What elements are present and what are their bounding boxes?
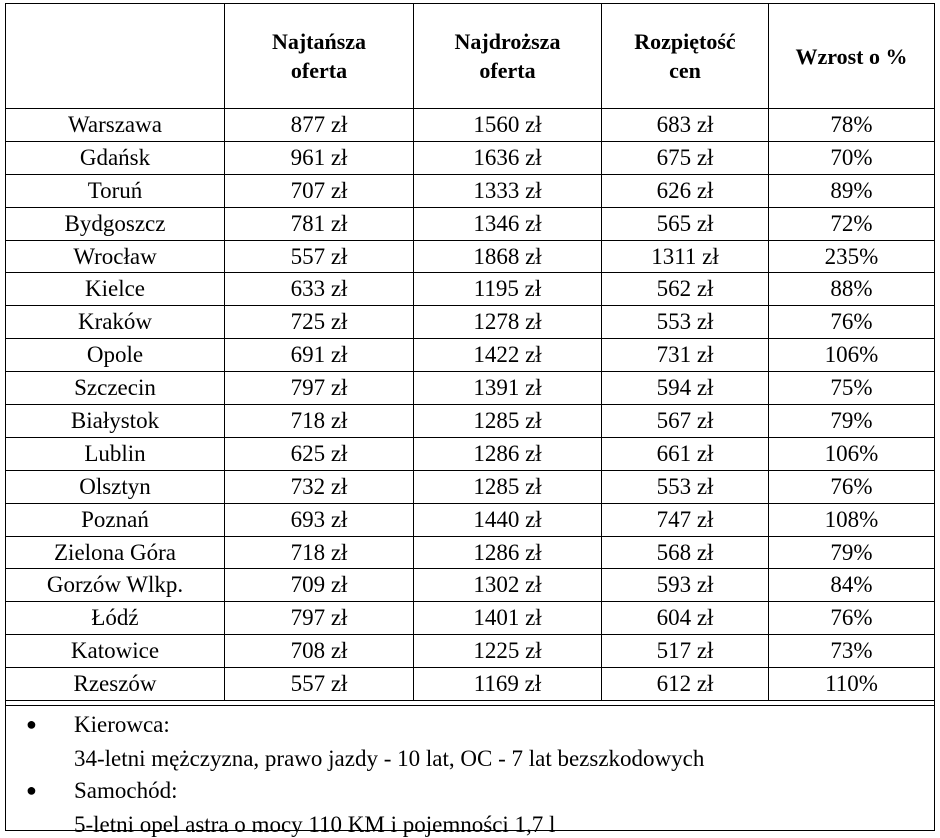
value-cell: 553 zł	[602, 470, 769, 503]
value-cell: 1560 zł	[414, 109, 602, 142]
header-cell: Wzrost o %	[769, 4, 935, 109]
value-cell: 88%	[769, 273, 935, 306]
value-cell: 725 zł	[225, 306, 414, 339]
value-cell: 718 zł	[225, 536, 414, 569]
table-body	[6, 109, 935, 701]
value-cell: 567 zł	[602, 405, 769, 438]
value-cell: 1440 zł	[414, 503, 602, 536]
value-cell: 89%	[769, 174, 935, 207]
city-cell: Katowice	[6, 635, 225, 668]
value-cell: 604 zł	[602, 602, 769, 635]
value-cell: 108%	[769, 503, 935, 536]
table-row	[6, 240, 935, 273]
header-cell: Rozpiętość cen	[602, 4, 769, 109]
value-cell: 1286 zł	[414, 437, 602, 470]
city-cell: Kraków	[6, 306, 225, 339]
city-cell: Zielona Góra	[6, 536, 225, 569]
value-cell: 1636 zł	[414, 141, 602, 174]
bullet-icon: ●	[26, 714, 37, 734]
city-cell: Poznań	[6, 503, 225, 536]
value-cell: 1278 zł	[414, 306, 602, 339]
value-cell: 70%	[769, 141, 935, 174]
city-cell: Szczecin	[6, 372, 225, 405]
value-cell: 1391 zł	[414, 372, 602, 405]
value-cell: 612 zł	[602, 668, 769, 701]
value-cell: 781 zł	[225, 207, 414, 240]
value-cell: 78%	[769, 109, 935, 142]
header-cell: Najtańsza oferta	[225, 4, 414, 109]
city-cell: Lublin	[6, 437, 225, 470]
value-cell: 106%	[769, 437, 935, 470]
value-cell: 1868 zł	[414, 240, 602, 273]
value-cell: 1422 zł	[414, 339, 602, 372]
value-cell: 625 zł	[225, 437, 414, 470]
table-header	[6, 4, 935, 109]
note-item	[26, 778, 178, 804]
city-cell: Gorzów Wlkp.	[6, 569, 225, 602]
value-cell: 732 zł	[225, 470, 414, 503]
city-cell: Wrocław	[6, 240, 225, 273]
note-title: Kierowca:	[74, 712, 170, 737]
city-cell: Toruń	[6, 174, 225, 207]
table-row	[6, 470, 935, 503]
value-cell: 593 zł	[602, 569, 769, 602]
value-cell: 797 zł	[225, 372, 414, 405]
table-row	[6, 109, 935, 142]
value-cell: 568 zł	[602, 536, 769, 569]
table-row	[6, 174, 935, 207]
value-cell: 79%	[769, 405, 935, 438]
table-row	[6, 207, 935, 240]
value-cell: 731 zł	[602, 339, 769, 372]
city-cell: Opole	[6, 339, 225, 372]
value-cell: 75%	[769, 372, 935, 405]
table-row	[6, 372, 935, 405]
value-cell: 76%	[769, 470, 935, 503]
value-cell: 691 zł	[225, 339, 414, 372]
value-cell: 1225 zł	[414, 635, 602, 668]
value-cell: 1286 zł	[414, 536, 602, 569]
header-cell: Najdroższa oferta	[414, 4, 602, 109]
value-cell: 76%	[769, 602, 935, 635]
value-cell: 553 zł	[602, 306, 769, 339]
table-row	[6, 273, 935, 306]
header-row	[6, 4, 935, 109]
table-row	[6, 668, 935, 701]
value-cell: 707 zł	[225, 174, 414, 207]
header-city-cell	[6, 4, 225, 109]
value-cell: 235%	[769, 240, 935, 273]
city-cell: Gdańsk	[6, 141, 225, 174]
price-table	[5, 3, 935, 701]
value-cell: 1169 zł	[414, 668, 602, 701]
value-cell: 557 zł	[225, 668, 414, 701]
value-cell: 1285 zł	[414, 405, 602, 438]
city-cell: Rzeszów	[6, 668, 225, 701]
city-cell: Bydgoszcz	[6, 207, 225, 240]
value-cell: 1195 zł	[414, 273, 602, 306]
city-cell: Olsztyn	[6, 470, 225, 503]
note-item	[26, 712, 170, 738]
value-cell: 1401 zł	[414, 602, 602, 635]
city-cell: Białystok	[6, 405, 225, 438]
table-row	[6, 306, 935, 339]
value-cell: 877 zł	[225, 109, 414, 142]
note-title: Samochód:	[74, 778, 178, 803]
bullet-icon: ●	[26, 780, 37, 800]
table-row	[6, 536, 935, 569]
value-cell: 562 zł	[602, 273, 769, 306]
note-detail: 34-letni mężczyzna, prawo jazdy - 10 lat, OC - 7 lat bezszkodowych	[74, 746, 705, 771]
value-cell: 72%	[769, 207, 935, 240]
value-cell: 1333 zł	[414, 174, 602, 207]
value-cell: 718 zł	[225, 405, 414, 438]
table-row	[6, 503, 935, 536]
note-detail: 5-letni opel astra o mocy 110 KM i pojemności 1,7 l	[74, 812, 556, 837]
table-row	[6, 405, 935, 438]
value-cell: 633 zł	[225, 273, 414, 306]
value-cell: 84%	[769, 569, 935, 602]
value-cell: 106%	[769, 339, 935, 372]
table-row	[6, 635, 935, 668]
value-cell: 557 zł	[225, 240, 414, 273]
value-cell: 961 zł	[225, 141, 414, 174]
value-cell: 73%	[769, 635, 935, 668]
value-cell: 683 zł	[602, 109, 769, 142]
value-cell: 747 zł	[602, 503, 769, 536]
table-row	[6, 437, 935, 470]
table-row	[6, 569, 935, 602]
notes-section	[6, 705, 934, 837]
value-cell: 1311 zł	[602, 240, 769, 273]
value-cell: 76%	[769, 306, 935, 339]
value-cell: 79%	[769, 536, 935, 569]
value-cell: 1346 zł	[414, 207, 602, 240]
value-cell: 626 zł	[602, 174, 769, 207]
value-cell: 565 zł	[602, 207, 769, 240]
value-cell: 708 zł	[225, 635, 414, 668]
table-row	[6, 339, 935, 372]
value-cell: 1302 zł	[414, 569, 602, 602]
value-cell: 661 zł	[602, 437, 769, 470]
table-row	[6, 602, 935, 635]
value-cell: 797 zł	[225, 602, 414, 635]
value-cell: 517 zł	[602, 635, 769, 668]
value-cell: 110%	[769, 668, 935, 701]
city-cell: Warszawa	[6, 109, 225, 142]
value-cell: 1285 zł	[414, 470, 602, 503]
table-row	[6, 141, 935, 174]
value-cell: 709 zł	[225, 569, 414, 602]
value-cell: 693 zł	[225, 503, 414, 536]
city-cell: Kielce	[6, 273, 225, 306]
value-cell: 675 zł	[602, 141, 769, 174]
insurance-price-document	[5, 3, 935, 837]
value-cell: 594 zł	[602, 372, 769, 405]
city-cell: Łódź	[6, 602, 225, 635]
